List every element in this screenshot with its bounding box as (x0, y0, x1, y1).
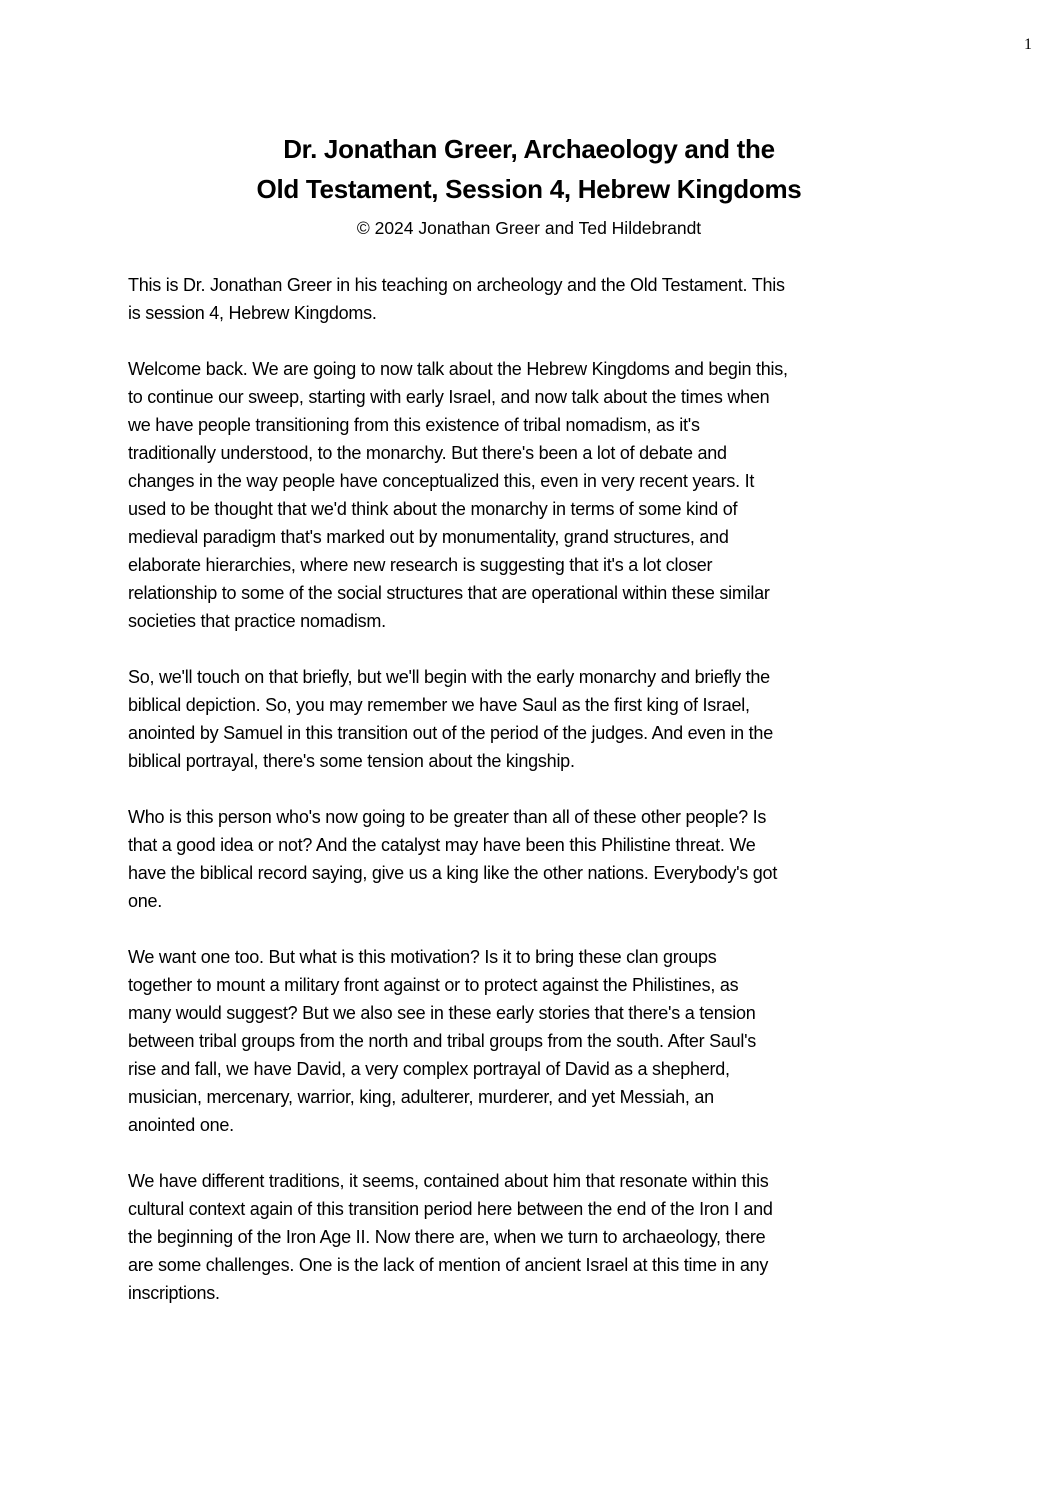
page-number: 1 (1024, 36, 1032, 53)
text-line: used to be thought that we'd think about the monarchy in terms of some kind of (128, 499, 738, 519)
text-line: that a good idea or not? And the catalyst may have been this Philistine threat. We (128, 835, 756, 855)
text-line: rise and fall, we have David, a very complex portrayal of David as a shepherd, (128, 1059, 730, 1079)
paragraph (128, 803, 948, 915)
paragraph (128, 663, 948, 775)
text-line: have the biblical record saying, give us a king like the other nations. Everybody's got (128, 863, 778, 883)
text-line: is session 4, Hebrew Kingdoms. (128, 303, 377, 323)
text-line: societies that practice nomadism. (128, 611, 386, 631)
text-line: medieval paradigm that's marked out by monumentality, grand structures, and (128, 527, 729, 547)
text-line: between tribal groups from the north and tribal groups from the south. After Saul's (128, 1031, 757, 1051)
text-line: cultural context again of this transition period here between the end of the Iron I and (128, 1199, 773, 1219)
text-line: relationship to some of the social structures that are operational within these similar (128, 583, 770, 603)
text-line: inscriptions. (128, 1283, 220, 1303)
text-line: anointed by Samuel in this transition out of the period of the judges. And even in the (128, 723, 773, 743)
text-line: elaborate hierarchies, where new research is suggesting that it's a lot closer (128, 555, 713, 575)
paragraph (128, 355, 948, 635)
text-line: one. (128, 891, 163, 911)
text-line: This is Dr. Jonathan Greer in his teaching on archeology and the Old Testament. This (128, 275, 785, 295)
text-line: musician, mercenary, warrior, king, adulterer, murderer, and yet Messiah, an (128, 1087, 714, 1107)
text-line: Who is this person who's now going to be greater than all of these other people? Is (128, 807, 767, 827)
copyright: © 2024 Jonathan Greer and Ted Hildebrandt (356, 218, 702, 238)
text-line: biblical portrayal, there's some tension about the kingship. (128, 751, 575, 771)
paragraph (128, 943, 948, 1139)
title-line-1: Dr. Jonathan Greer, Archaeology and the (283, 134, 775, 164)
paragraph (128, 271, 948, 327)
text-line: So, we'll touch on that briefly, but we'll begin with the early monarchy and briefly the (128, 667, 770, 687)
text-line: We want one too. But what is this motivation? Is it to bring these clan groups (128, 947, 717, 967)
text-line: Welcome back. We are going to now talk about the Hebrew Kingdoms and begin this, (128, 359, 788, 379)
title-line-2: Old Testament, Session 4, Hebrew Kingdoms (256, 174, 802, 204)
text-line: many would suggest? But we also see in these early stories that there's a tension (128, 1003, 756, 1023)
document-body (128, 271, 948, 1335)
text-line: the beginning of the Iron Age II. Now there are, when we turn to archaeology, there (128, 1227, 766, 1247)
text-line: together to mount a military front against or to protect against the Philistines, as (128, 975, 739, 995)
text-line: traditionally understood, to the monarchy. But there's been a lot of debate and (128, 443, 727, 463)
text-line: to continue our sweep, starting with early Israel, and now talk about the times when (128, 387, 770, 407)
text-line: are some challenges. One is the lack of mention of ancient Israel at this time in any (128, 1255, 769, 1275)
text-line: We have different traditions, it seems, contained about him that resonate within this (128, 1171, 769, 1191)
text-line: we have people transitioning from this existence of tribal nomadism, as it's (128, 415, 700, 435)
text-line: changes in the way people have conceptualized this, even in very recent years. It (128, 471, 755, 491)
text-line: anointed one. (128, 1115, 234, 1135)
paragraph (128, 1167, 948, 1307)
text-line: biblical depiction. So, you may remember we have Saul as the first king of Israel, (128, 695, 750, 715)
